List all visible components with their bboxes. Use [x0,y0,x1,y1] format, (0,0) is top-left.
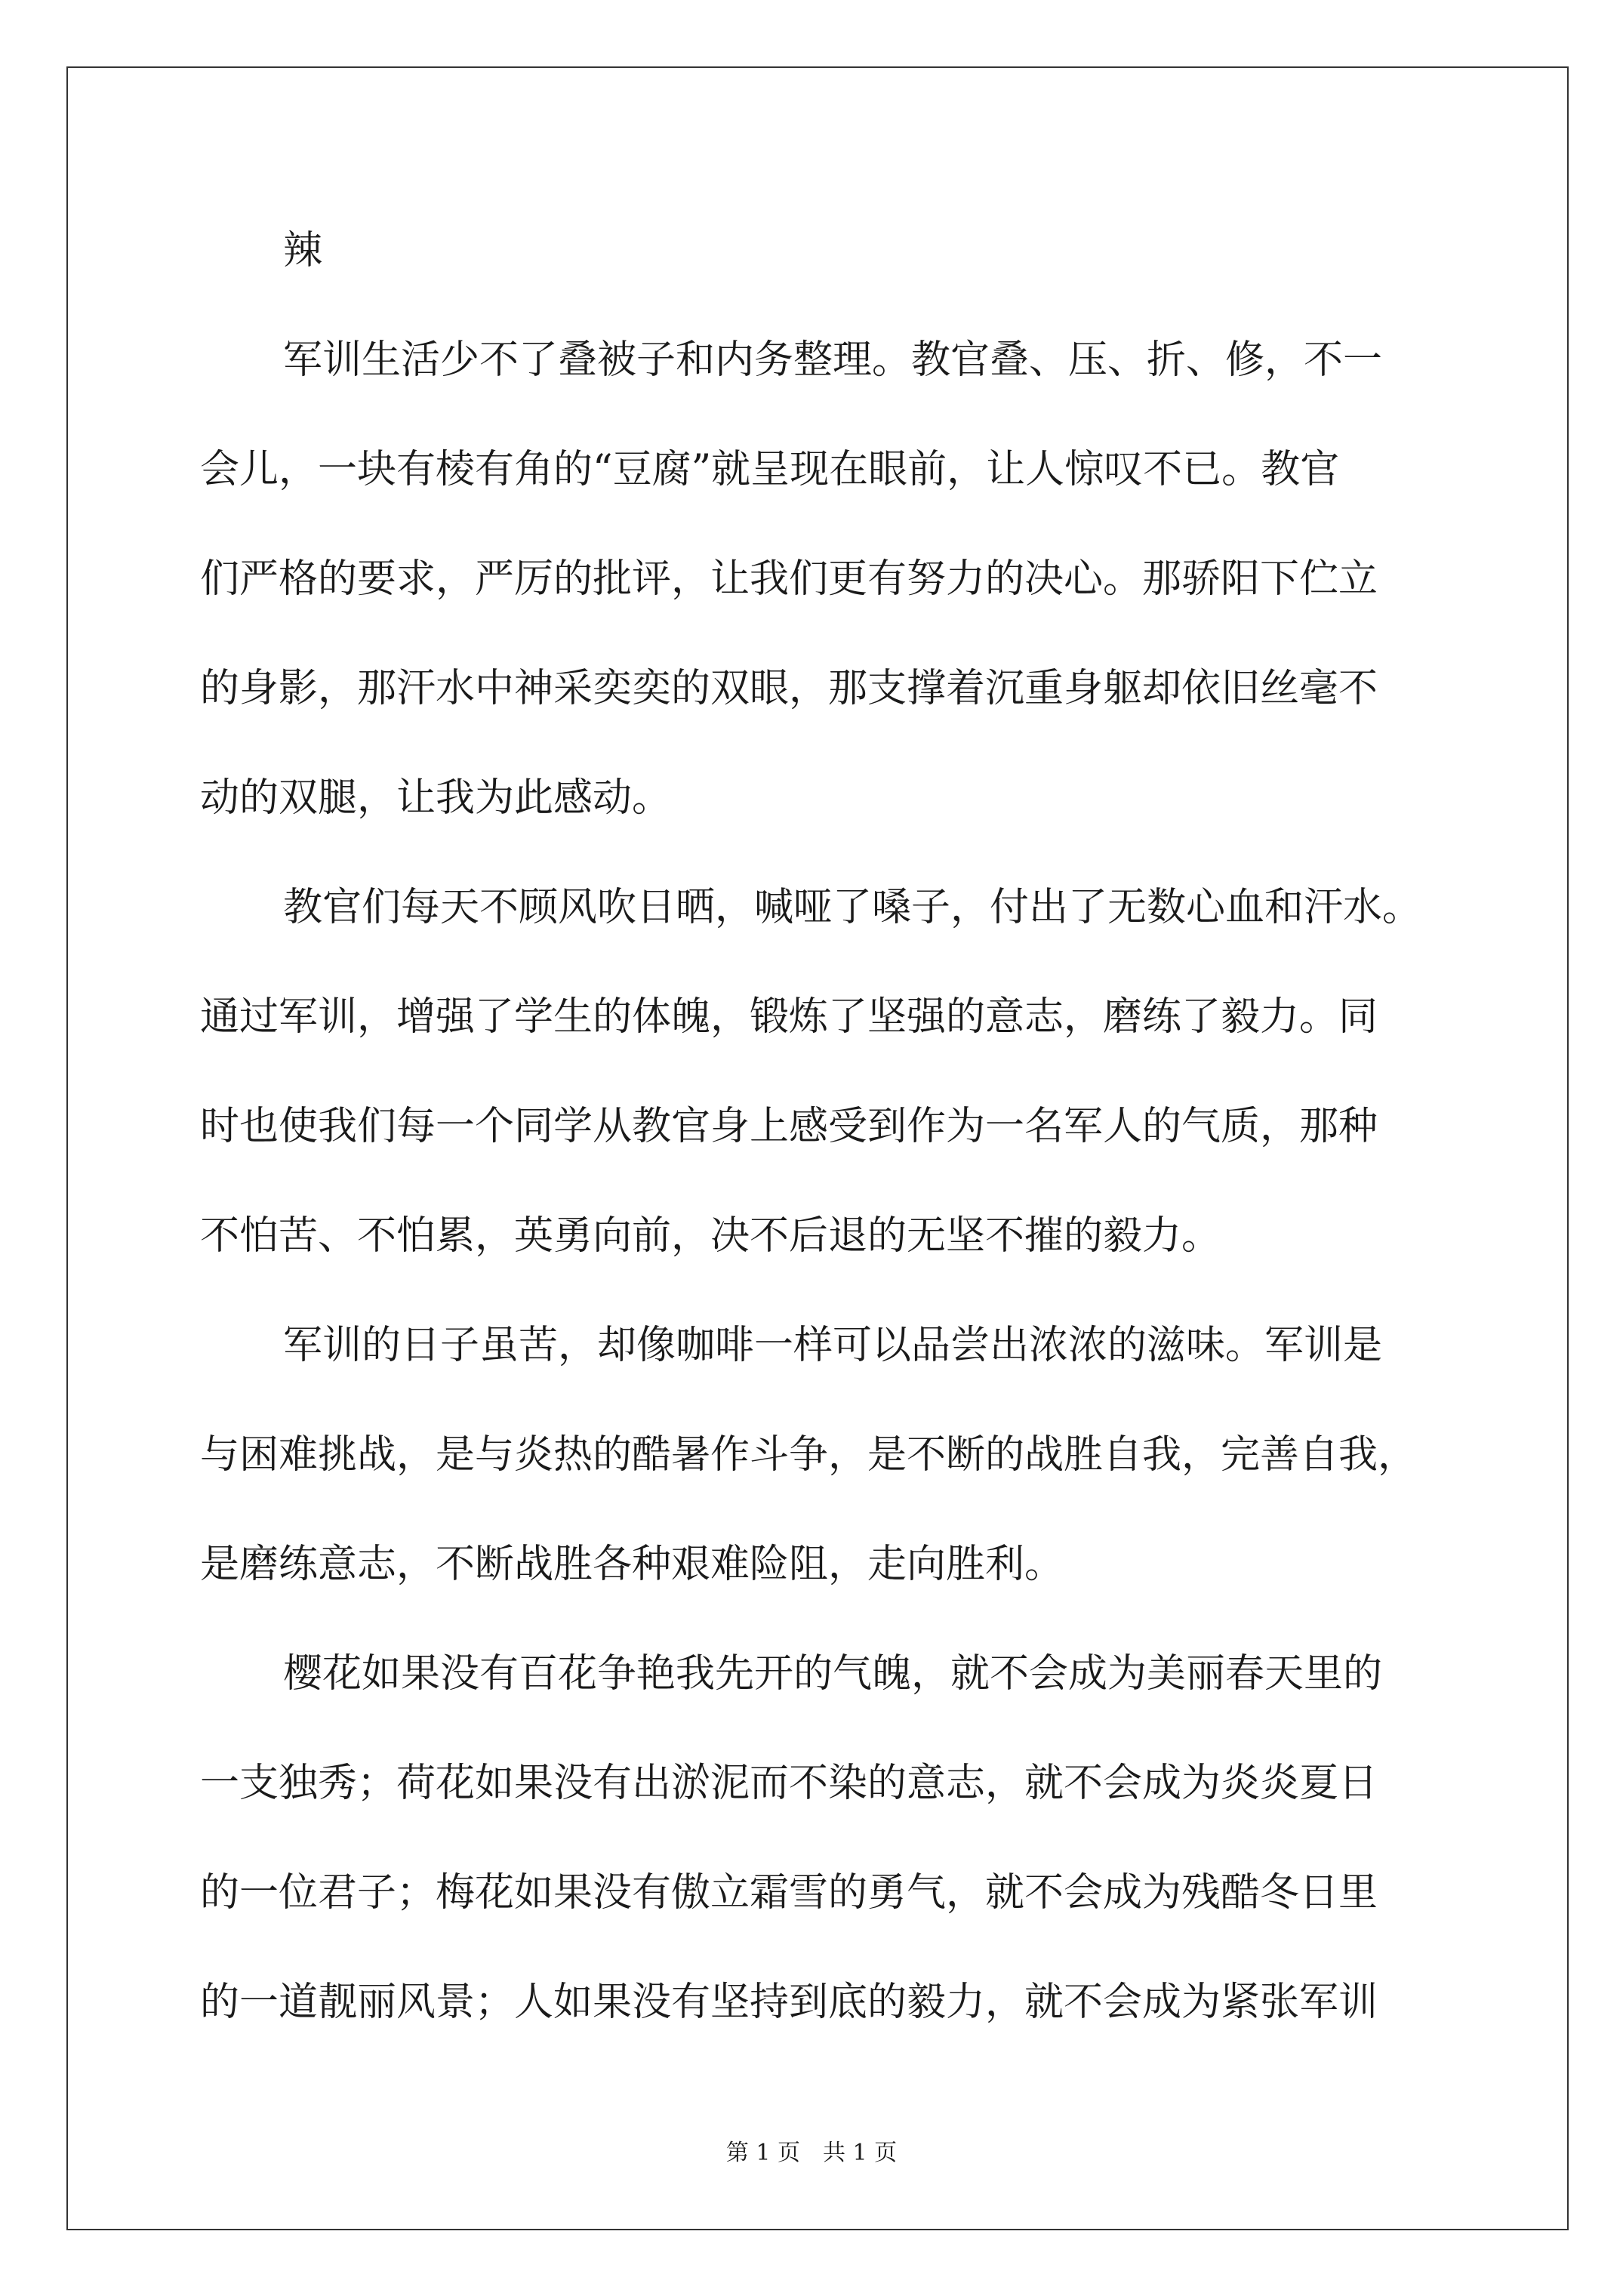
text-line: 军训的日子虽苦，却像咖啡一样可以品尝出浓浓的滋味。军训是 [283,1323,1383,1368]
text-line: 动的双腿，让我为此感动。 [200,775,672,821]
text-line: 的一位君子；梅花如果没有傲立霜雪的勇气，就不会成为残酷冬日里 [200,1870,1378,1915]
text-line: 不怕苦、不怕累，英勇向前，决不后退的无坚不摧的毅力。 [200,1213,1221,1259]
text-line: 会儿，一块有棱有角的“豆腐”就呈现在眼前，让人惊叹不已。教官 [200,447,1340,492]
text-line: 樱花如果没有百花争艳我先开的气魄，就不会成为美丽春天里的 [283,1651,1383,1697]
page-footer: 第 1 页 共 1 页 [725,2140,898,2166]
text-line: 与困难挑战，是与炎热的酷暑作斗争，是不断的战胜自我，完善自我， [200,1432,1418,1478]
text-line: 通过军训，增强了学生的体魄，锻炼了坚强的意志，磨练了毅力。同 [200,994,1378,1040]
text-line: 的一道靓丽风景；人如果没有坚持到底的毅力，就不会成为紧张军训 [200,1980,1378,2025]
text-line: 教官们每天不顾风吹日晒，喊哑了嗓子，付出了无数心血和汗水。 [283,885,1422,930]
text-line: 时也使我们每一个同学从教官身上感受到作为一名军人的气质，那种 [200,1104,1378,1149]
text-line: 辣 [283,228,323,273]
text-line: 们严格的要求，严厉的批评，让我们更有努力的决心。那骄阳下伫立 [200,556,1378,602]
text-line: 是磨练意志，不断战胜各种艰难险阻，走向胜利。 [200,1542,1064,1587]
text-line: 一支独秀；荷花如果没有出淤泥而不染的意志，就不会成为炎炎夏日 [200,1761,1378,1806]
text-line: 军训生活少不了叠被子和内务整理。教官叠、压、折、修，不一 [283,337,1383,383]
text-line: 的身影，那汗水中神采奕奕的双眼，那支撑着沉重身躯却依旧丝毫不 [200,666,1378,711]
